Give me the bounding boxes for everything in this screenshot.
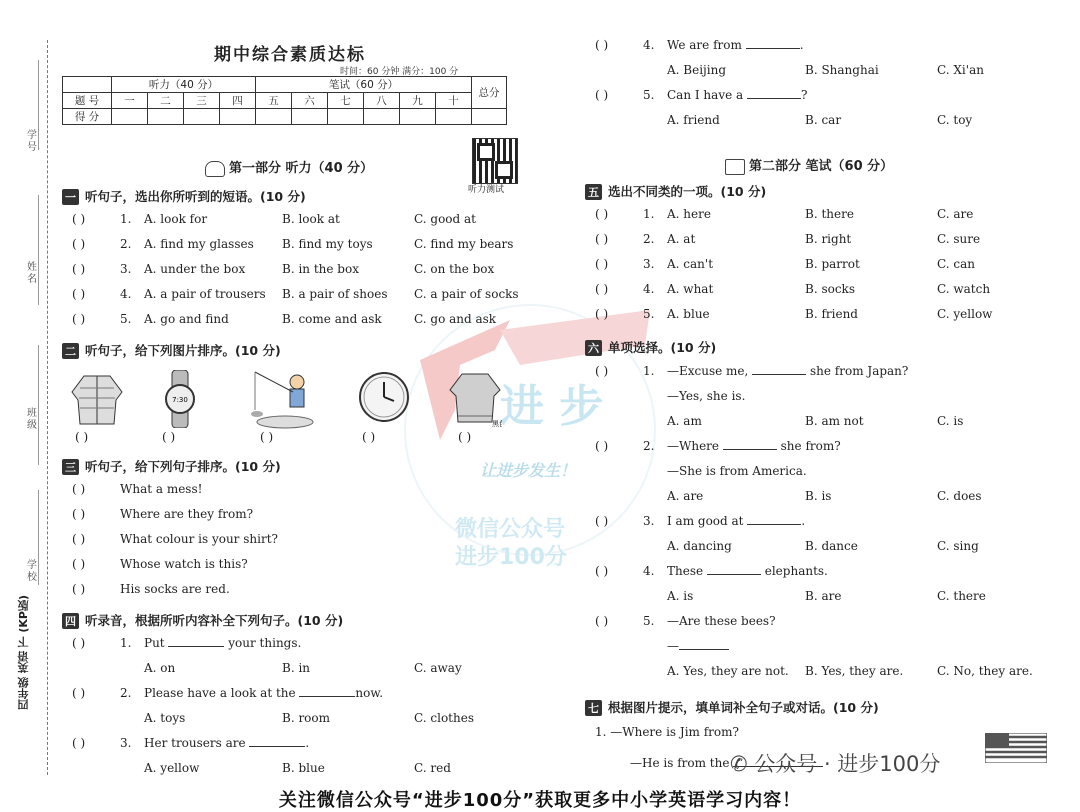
score-cell[interactable] <box>220 109 256 125</box>
sentence-end: . <box>801 514 806 528</box>
book-label: 四年级 英语 下 (KP版) <box>17 595 30 711</box>
response-text: —She is from America. <box>667 464 807 478</box>
question-number: 1. <box>120 212 132 226</box>
sentence-end: elephants. <box>760 564 828 578</box>
watch-face-time: 7:30 <box>172 396 188 404</box>
question-number: 2. <box>120 686 132 700</box>
answer-bracket[interactable]: ( ) <box>72 212 86 226</box>
row-label-question: 题 号 <box>63 93 112 109</box>
sentence-start: These <box>667 564 707 578</box>
answer-blank[interactable] <box>299 696 355 697</box>
sentence-start: Please have a look at the <box>144 686 300 700</box>
option-c[interactable]: C. No, they are. <box>937 664 1033 678</box>
sweater-icon <box>448 370 502 428</box>
sentence-end: she from? <box>776 439 841 453</box>
option-b[interactable]: B. are <box>805 589 842 603</box>
q4-list <box>72 636 474 786</box>
row-label-score: 得 分 <box>63 109 112 125</box>
option-a[interactable]: A. blue <box>667 307 710 321</box>
score-cell[interactable] <box>292 109 328 125</box>
question-number: 2. <box>120 237 132 251</box>
answer-blank[interactable] <box>723 449 777 450</box>
answer-bracket[interactable]: ( ) <box>595 307 609 321</box>
answer-blank[interactable] <box>747 524 801 525</box>
sentence-end: now. <box>355 686 384 700</box>
q5-list <box>595 207 992 332</box>
q1-list <box>72 212 519 337</box>
sentence-start: —Are these bees? <box>667 614 776 628</box>
question-row <box>72 212 519 228</box>
score-cell[interactable] <box>436 109 472 125</box>
answer-bracket[interactable]: ( ) <box>72 237 86 251</box>
option-a[interactable]: A. look for <box>144 212 208 226</box>
options-row <box>72 661 474 677</box>
answer-bracket[interactable]: ( ) <box>595 257 609 271</box>
options-row <box>72 761 474 777</box>
time-info: 时间：60 分钟 满分：100 分 <box>340 67 459 77</box>
answer-bracket[interactable]: ( ) <box>72 557 86 571</box>
answer-blank[interactable] <box>707 574 761 575</box>
question-row <box>72 287 519 303</box>
question-row <box>595 232 992 248</box>
sentence-end: ? <box>800 88 808 102</box>
option-c[interactable]: C. yellow <box>937 307 993 321</box>
clock-icon <box>357 370 411 425</box>
answer-bracket[interactable]: ( ) <box>595 232 609 246</box>
question-number-cell: 六 <box>292 93 328 109</box>
option-b[interactable]: B. in the box <box>282 262 359 276</box>
score-cell[interactable] <box>364 109 400 125</box>
option-b[interactable]: B. room <box>282 711 331 725</box>
jacket-icon <box>70 370 124 425</box>
question-number: 5. <box>643 614 655 628</box>
q3-heading: 三 听句子，给下列句子排序。(10 分) <box>62 457 281 475</box>
option-c[interactable]: C. can <box>937 257 975 271</box>
score-cell[interactable] <box>148 109 184 125</box>
option-a[interactable]: A. what <box>667 282 714 296</box>
listening-header: 听力（40 分） <box>112 77 256 93</box>
option-c[interactable]: C. Xi'an <box>937 63 984 77</box>
option-c[interactable]: C. watch <box>937 282 991 296</box>
q5-heading: 五 选出不同类的一项。(10 分) <box>585 182 766 200</box>
usa-flag-icon <box>985 733 1047 763</box>
answer-bracket[interactable]: ( ) <box>595 207 609 221</box>
q4-continued-list <box>595 38 984 138</box>
question-number: 5. <box>120 312 132 326</box>
answer-blank[interactable] <box>752 374 806 375</box>
question-number: 4. <box>643 282 655 296</box>
option-c[interactable]: C. on the box <box>414 262 495 276</box>
watch-icon <box>160 370 200 425</box>
answer-bracket[interactable]: ( ) <box>72 736 86 750</box>
option-b[interactable]: B. look at <box>282 212 340 226</box>
options-row <box>595 664 1033 680</box>
margin-label-student-no: 学号 <box>27 130 37 153</box>
answer-bracket[interactable]: ( ) <box>595 439 609 453</box>
watermark-brand: 进 步 <box>500 381 604 432</box>
question-row <box>595 514 1033 530</box>
option-a[interactable]: A. find my glasses <box>144 237 254 251</box>
sentence-start: —Excuse me, <box>667 364 753 378</box>
question-number-cell: 四 <box>220 93 256 109</box>
sentence-start: Her trousers are <box>144 736 250 750</box>
margin-label-name: 姓名 <box>27 262 37 285</box>
answer-blank[interactable] <box>249 746 305 747</box>
question-row <box>595 207 992 223</box>
options-row <box>595 113 984 129</box>
footer-banner: 关注微信公众号“进步100分”获取更多中小学英语学习内容！ <box>278 790 802 811</box>
picture-answer[interactable]: ( ) <box>362 430 376 444</box>
sentence-text: What colour is your shirt? <box>120 532 278 546</box>
question-number: 5. <box>643 307 655 321</box>
option-c[interactable]: C. clothes <box>414 711 474 725</box>
options-row <box>595 414 1033 430</box>
sentence-end: . <box>305 736 310 750</box>
option-b[interactable]: B. blue <box>282 761 325 775</box>
option-b[interactable]: B. socks <box>805 282 855 296</box>
question-row <box>72 686 474 702</box>
q6-list <box>595 364 1033 689</box>
question-row <box>595 282 992 298</box>
sentence-end: . <box>799 38 804 52</box>
response-line <box>595 639 1033 655</box>
picture-answer[interactable]: ( ) <box>260 430 274 444</box>
option-c[interactable]: C. sure <box>937 232 981 246</box>
q3-list <box>72 482 278 607</box>
option-a[interactable]: A. go and find <box>144 312 229 326</box>
answer-bracket[interactable]: ( ) <box>595 564 609 578</box>
option-a[interactable]: A. dancing <box>667 539 732 553</box>
q4-heading: 四 听录音，根据所听内容补全下列句子。(10 分) <box>62 611 343 629</box>
sentence-start: I am good at <box>667 514 748 528</box>
wechat-icon: ✆ <box>730 752 755 776</box>
option-b[interactable]: B. friend <box>805 307 858 321</box>
question-row <box>595 307 992 323</box>
answer-bracket[interactable]: ( ) <box>595 88 609 102</box>
option-b[interactable]: B. find my toys <box>282 237 373 251</box>
score-cell[interactable] <box>112 109 148 125</box>
option-a[interactable]: A. am <box>667 414 702 428</box>
option-a[interactable]: A. toys <box>144 711 186 725</box>
sentence-row <box>72 582 278 598</box>
picture-answer[interactable]: ( ) <box>458 430 472 444</box>
question-number-cell: 二 <box>148 93 184 109</box>
option-b[interactable]: B. parrot <box>805 257 860 271</box>
answer-blank[interactable] <box>168 646 224 647</box>
margin-rule <box>38 195 39 305</box>
option-b[interactable]: B. is <box>805 489 832 503</box>
question-row <box>595 614 1033 630</box>
option-b[interactable]: B. come and ask <box>282 312 382 326</box>
writing-header: 笔试（60 分） <box>256 77 472 93</box>
score-cell[interactable] <box>328 109 364 125</box>
option-b[interactable]: B. in <box>282 661 311 675</box>
option-b[interactable]: B. a pair of shoes <box>282 287 388 301</box>
sentence-end: she from Japan? <box>806 364 909 378</box>
option-a[interactable]: A. Yes, they are not. <box>667 664 789 678</box>
answer-bracket[interactable]: ( ) <box>72 686 86 700</box>
sentence-start: Put <box>144 636 169 650</box>
wechat-tag: ✆ 公众号 · 进步100分 <box>730 752 941 776</box>
answer-bracket[interactable]: ( ) <box>595 614 609 628</box>
question-row <box>595 364 1033 380</box>
answer-bracket[interactable]: ( ) <box>72 287 86 301</box>
options-row <box>595 589 1033 605</box>
score-cell[interactable] <box>184 109 220 125</box>
answer-bracket[interactable]: ( ) <box>72 582 86 596</box>
sentence-start: We are from <box>667 38 746 52</box>
sweater-color-label: 黑 <box>492 420 499 428</box>
answer-blank[interactable] <box>679 649 729 650</box>
question-row <box>595 38 984 54</box>
option-c[interactable]: C. away <box>414 661 462 675</box>
question-number-cell: 五 <box>256 93 292 109</box>
question-number: 2. <box>643 232 655 246</box>
score-cell[interactable] <box>400 109 436 125</box>
margin-rule <box>38 345 39 465</box>
question-number: 2. <box>643 439 655 453</box>
question-row <box>595 564 1033 580</box>
question-row <box>72 237 519 253</box>
option-a[interactable]: A. Beijing <box>667 63 727 77</box>
question-row <box>595 439 1033 455</box>
score-table-corner <box>63 77 112 93</box>
option-a[interactable]: A. are <box>667 489 704 503</box>
option-a[interactable]: A. at <box>667 232 696 246</box>
question-number: 3. <box>120 262 132 276</box>
picture-answer[interactable]: ( ) <box>75 430 89 444</box>
question-number: 3. <box>643 514 655 528</box>
sentence-start: Can I have a <box>667 88 747 102</box>
answer-bracket[interactable]: ( ) <box>72 507 86 521</box>
pen-paper-icon <box>725 159 745 175</box>
answer-blank[interactable] <box>747 98 801 99</box>
option-a[interactable]: A. on <box>144 661 176 675</box>
option-b[interactable]: B. Shanghai <box>805 63 879 77</box>
question-number: 4. <box>643 564 655 578</box>
headphones-icon <box>205 161 225 177</box>
sentence-start: —Where <box>667 439 723 453</box>
option-a[interactable]: A. here <box>667 207 711 221</box>
watermark-slogan: 让进步发生！ <box>480 461 577 480</box>
question-number: 1. <box>643 207 655 221</box>
page-title: 期中综合素质达标 <box>214 45 366 65</box>
total-header: 总分 <box>472 77 507 109</box>
question-number: 3. <box>643 257 655 271</box>
option-c[interactable]: C. a pair of socks <box>414 287 519 301</box>
sentence-text: Where are they from? <box>120 507 254 521</box>
q1-heading: 一 听句子，选出你所听到的短语。(10 分) <box>62 187 306 205</box>
sentence-text: What a mess! <box>120 482 203 496</box>
options-row <box>595 489 1033 505</box>
question-number-cell: 七 <box>328 93 364 109</box>
margin-label-school: 学校 <box>27 560 37 583</box>
option-c[interactable]: C. go and ask <box>414 312 497 326</box>
question-number-cell: 十 <box>436 93 472 109</box>
total-cell[interactable] <box>472 109 507 125</box>
option-c[interactable]: C. good at <box>414 212 476 226</box>
option-c[interactable]: C. sing <box>937 539 979 553</box>
option-c[interactable]: C. is <box>937 414 964 428</box>
option-c[interactable]: C. are <box>937 207 974 221</box>
question-number: 4. <box>120 287 132 301</box>
question-row <box>595 88 984 104</box>
option-a[interactable]: A. yellow <box>144 761 200 775</box>
answer-bracket[interactable]: ( ) <box>72 262 86 276</box>
answer-blank[interactable] <box>746 48 800 49</box>
watermark-line1: 微信公众号 <box>455 517 566 542</box>
sentence-row <box>72 507 278 523</box>
option-c[interactable]: C. find my bears <box>414 237 514 251</box>
sentence-row <box>72 482 278 498</box>
sentence-end: your things. <box>224 636 302 650</box>
response-line <box>595 389 1033 405</box>
answer-bracket[interactable]: ( ) <box>595 38 609 52</box>
q7-line1: 1. —Where is Jim from? <box>595 725 739 739</box>
question-row <box>72 262 519 278</box>
options-row <box>72 711 474 727</box>
option-a[interactable]: A. a pair of trousers <box>144 287 266 301</box>
question-number-cell: 三 <box>184 93 220 109</box>
option-a[interactable]: A. is <box>667 589 694 603</box>
question-row <box>72 636 474 652</box>
answer-bracket[interactable]: ( ) <box>595 364 609 378</box>
answer-bracket[interactable]: ( ) <box>72 636 86 650</box>
margin-label-class: 班级 <box>27 408 37 431</box>
option-b[interactable]: B. dance <box>805 539 858 553</box>
question-number-cell: 八 <box>364 93 400 109</box>
answer-bracket[interactable]: ( ) <box>72 482 86 496</box>
option-b[interactable]: B. am not <box>805 414 864 428</box>
question-row <box>595 257 992 273</box>
option-a[interactable]: A. can't <box>667 257 714 271</box>
option-a[interactable]: A. friend <box>667 113 720 127</box>
answer-bracket[interactable]: ( ) <box>595 514 609 528</box>
sentence-row <box>72 557 278 573</box>
question-number: 3. <box>120 736 132 750</box>
answer-bracket[interactable]: ( ) <box>72 532 86 546</box>
part1-title: 第一部分 听力（40 分） <box>205 157 373 177</box>
q7-heading: 七 根据图片提示，填单词补全句子或对话。(10 分) <box>585 698 879 716</box>
question-number-cell: 一 <box>112 93 148 109</box>
picture-answer[interactable]: ( ) <box>162 430 176 444</box>
qr-caption: 听力测试 <box>468 185 505 195</box>
q2-heading: 二 听句子，给下列图片排序。(10 分) <box>62 341 281 359</box>
sentence-text: His socks are red. <box>120 582 230 596</box>
options-row <box>595 539 1033 555</box>
question-row <box>72 736 474 752</box>
option-b[interactable]: B. right <box>805 232 852 246</box>
option-b[interactable]: B. there <box>805 207 854 221</box>
answer-bracket[interactable]: ( ) <box>595 282 609 296</box>
question-number-cell: 九 <box>400 93 436 109</box>
question-number: 1. <box>643 364 655 378</box>
sentence-text: Whose watch is this? <box>120 557 248 571</box>
q7-line2: —He is from the <box>630 756 823 772</box>
response-text: — <box>667 639 679 653</box>
response-text: —Yes, she is. <box>667 389 746 403</box>
sentence-row <box>72 532 278 548</box>
question-number: 5. <box>643 88 655 102</box>
option-c[interactable]: C. there <box>937 589 986 603</box>
question-number: 4. <box>643 38 655 52</box>
options-row <box>595 63 984 79</box>
option-b[interactable]: B. car <box>805 113 842 127</box>
part2-title: 第二部分 笔试（60 分） <box>725 155 893 175</box>
score-cell[interactable] <box>256 109 292 125</box>
option-b[interactable]: B. Yes, they are. <box>805 664 904 678</box>
q6-heading: 六 单项选择。(10 分) <box>585 338 716 356</box>
question-number: 1. <box>120 636 132 650</box>
option-c[interactable]: C. red <box>414 761 451 775</box>
watermark-line2: 进步100分 <box>455 545 567 570</box>
response-line <box>595 464 1033 480</box>
option-c[interactable]: C. does <box>937 489 982 503</box>
fishing-icon <box>245 370 315 425</box>
question-row <box>72 312 519 328</box>
option-c[interactable]: C. toy <box>937 113 973 127</box>
score-table <box>62 76 507 125</box>
option-a[interactable]: A. under the box <box>144 262 246 276</box>
answer-bracket[interactable]: ( ) <box>72 312 86 326</box>
qr-code[interactable] <box>472 138 518 184</box>
binding-line <box>47 40 48 775</box>
